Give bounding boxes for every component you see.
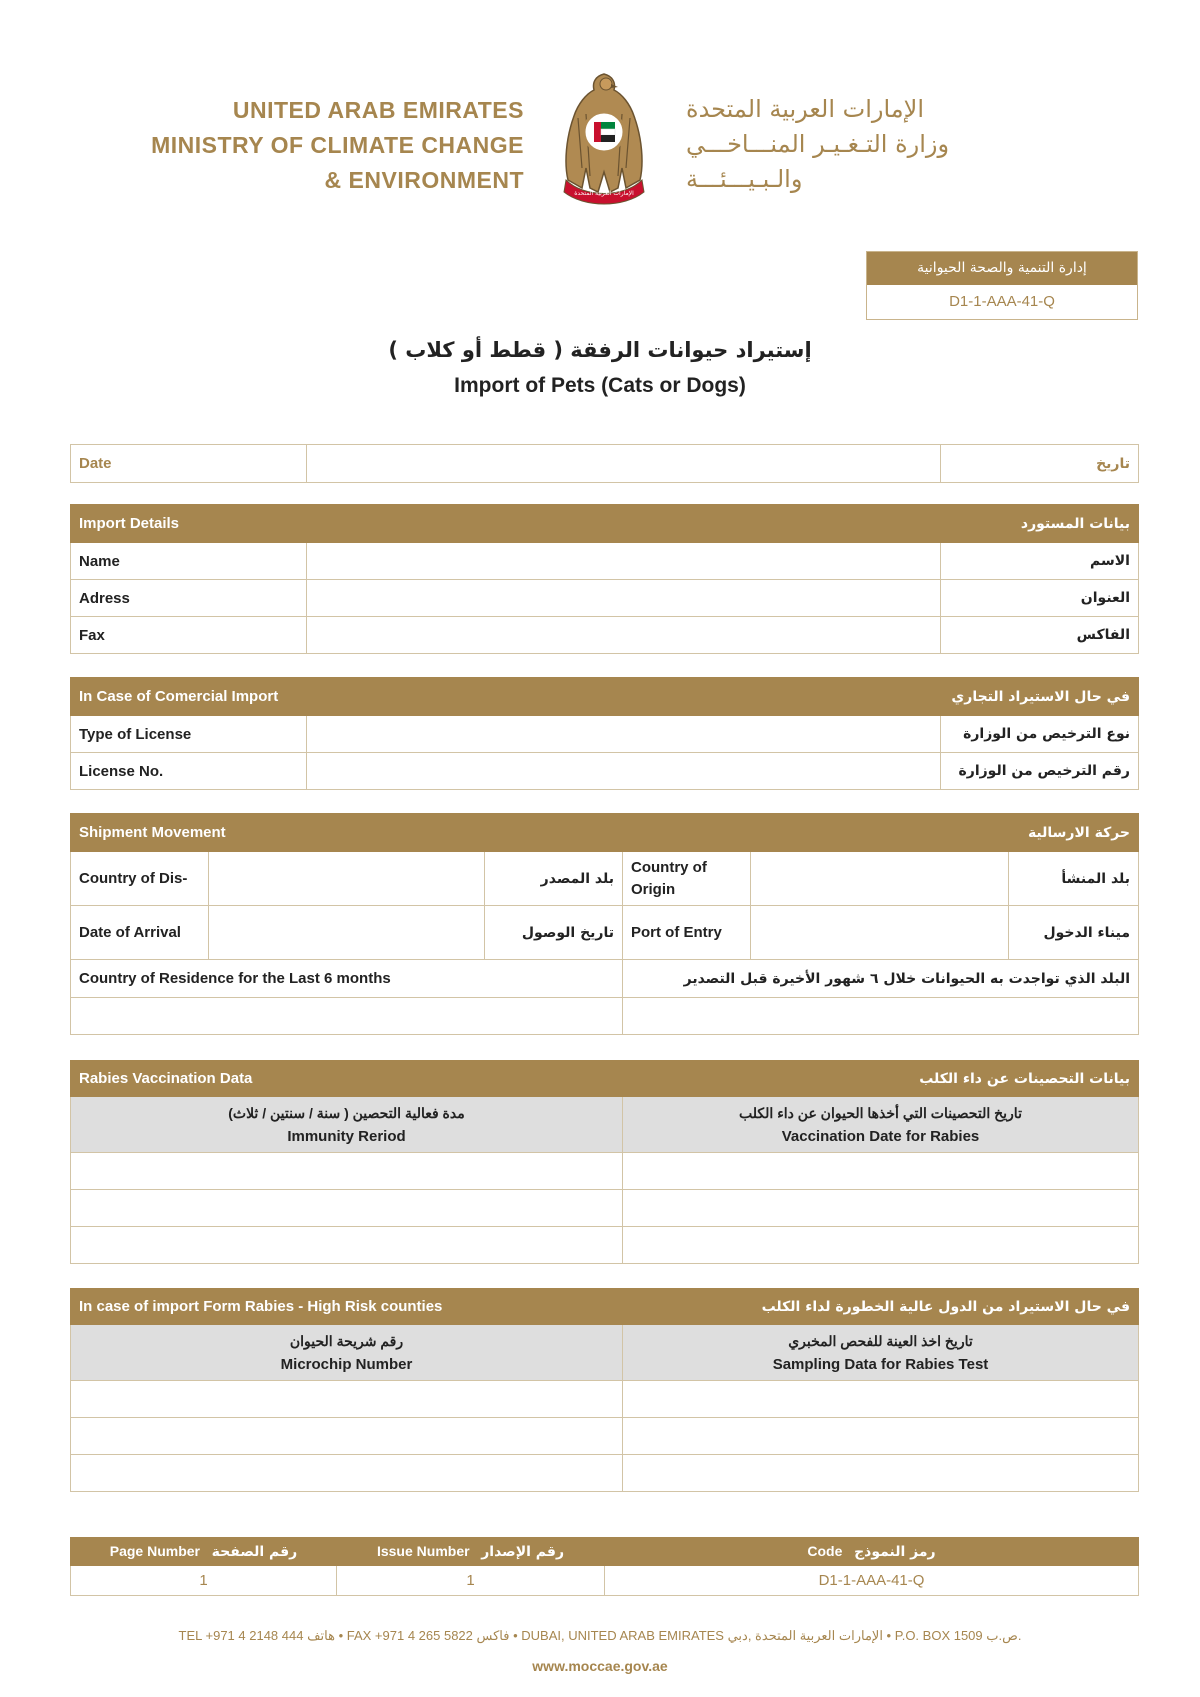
page-number-label-en: Page Number xyxy=(109,1543,200,1559)
ministry-name-en: MINISTRY OF CLIMATE CHANGE xyxy=(151,132,524,158)
date-field[interactable] xyxy=(307,445,941,483)
sampling-date-field[interactable] xyxy=(623,1455,1139,1492)
arrival-label-ar: تاريخ الوصول xyxy=(485,906,623,960)
fax-label-en: Fax xyxy=(71,617,307,654)
residence-label-en: Country of Residence for the Last 6 months xyxy=(71,960,623,998)
code-header xyxy=(605,1538,1139,1566)
origin-label-ar: بلد المنشأ xyxy=(1009,852,1139,906)
form-code: D1-1-AAA-41-Q xyxy=(949,293,1055,310)
arrival-field[interactable] xyxy=(209,906,485,960)
immunity-period-field[interactable] xyxy=(71,1190,623,1227)
issue-number-label-en: Issue Number xyxy=(376,1543,470,1559)
sampling-date-label-en: Sampling Data for Rabies Test xyxy=(772,1355,989,1373)
address-label-en: Adress xyxy=(71,580,307,617)
high-risk-header-en: In case of import Form Rabies - High Risk counties xyxy=(71,1289,623,1325)
date-table xyxy=(70,444,1139,483)
immunity-period-label-ar: مدة فعالية التحصين ( سنة / سنتين / ثلاث) xyxy=(228,1104,465,1121)
department-name: إدارة التنمية والصحة الحيوانية xyxy=(867,252,1137,285)
vaccination-date-column xyxy=(623,1097,1139,1153)
form-info-table xyxy=(70,1537,1139,1596)
dispatch-label-ar: بلد المصدر xyxy=(485,852,623,906)
microchip-field[interactable] xyxy=(71,1418,623,1455)
department-box xyxy=(866,251,1138,320)
rabies-header-en: Rabies Vaccination Data xyxy=(71,1061,623,1097)
license-no-label-ar: رقم الترخيص من الوزارة xyxy=(941,753,1139,790)
entry-field[interactable] xyxy=(751,906,1009,960)
country-name-en: UNITED ARAB EMIRATES xyxy=(232,97,524,123)
microchip-label-en: Microchip Number xyxy=(280,1355,413,1373)
import-details-table xyxy=(70,504,1139,654)
website-link[interactable]: www.moccae.gov.ae xyxy=(532,1658,668,1674)
code-value: D1-1-AAA-41-Q xyxy=(605,1566,1139,1596)
residence-field-2[interactable] xyxy=(623,998,1139,1035)
fax-field[interactable] xyxy=(307,617,941,654)
microchip-label-ar: رقم شريحة الحيوان xyxy=(289,1332,404,1349)
vaccination-date-label-en: Vaccination Date for Rabies xyxy=(781,1127,980,1145)
page-number-value: 1 xyxy=(71,1566,337,1596)
name-label-en: Name xyxy=(71,543,307,580)
header-english xyxy=(151,93,524,198)
sampling-date-field[interactable] xyxy=(623,1418,1139,1455)
sampling-date-field[interactable] xyxy=(623,1381,1139,1418)
address-label-ar: العنوان xyxy=(941,580,1139,617)
immunity-period-column xyxy=(71,1097,623,1153)
ministry-name-en-2: & ENVIRONMENT xyxy=(324,167,524,193)
code-label-ar: رمز النموذج xyxy=(854,1544,936,1560)
microchip-column xyxy=(71,1325,623,1381)
vaccination-date-label-ar: تاريخ التحصينات التي أخذها الحيوان عن داء الكلب xyxy=(739,1104,1022,1121)
vaccination-date-field[interactable] xyxy=(623,1153,1139,1190)
shipment-table xyxy=(70,813,1139,1035)
form-title-en: Import of Pets (Cats or Dogs) xyxy=(454,374,746,397)
name-field[interactable] xyxy=(307,543,941,580)
sampling-date-label-ar: تاريخ اخذ العينة للفحص المخبري xyxy=(788,1332,973,1349)
import-details-header-ar: بيانات المستورد xyxy=(941,505,1139,543)
commercial-header-en: In Case of Comercial Import xyxy=(71,678,941,716)
page-number-label-ar: رقم الصفحة xyxy=(211,1544,298,1560)
issue-number-label-ar: رقم الإصدار xyxy=(481,1544,565,1560)
page-number-header xyxy=(71,1538,337,1566)
issue-number-header xyxy=(337,1538,605,1566)
emblem-ribbon-text: الإمارات العربية المتحدة xyxy=(574,190,634,197)
license-no-field[interactable] xyxy=(307,753,941,790)
immunity-period-label-en: Immunity Reriod xyxy=(287,1127,406,1145)
shipment-header-ar: حركة الارسالية xyxy=(623,814,1139,852)
license-type-label-en: Type of License xyxy=(71,716,307,753)
immunity-period-field[interactable] xyxy=(71,1227,623,1264)
vaccination-date-field[interactable] xyxy=(623,1190,1139,1227)
commercial-import-table xyxy=(70,677,1139,790)
form-title-ar: إستيراد حيوانات الرفقة ( قطط أو كلاب ) xyxy=(388,338,812,362)
license-type-field[interactable] xyxy=(307,716,941,753)
dispatch-field[interactable] xyxy=(209,852,485,906)
uae-emblem-icon xyxy=(548,68,660,208)
dispatch-label-en: Country of Dis- xyxy=(71,852,209,906)
date-label-ar: تاريخ xyxy=(941,445,1139,483)
residence-field-1[interactable] xyxy=(71,998,623,1035)
ministry-name-ar-2: والـبـيـــئـــة xyxy=(686,165,803,193)
high-risk-header-ar: في حال الاستيراد من الدول عالية الخطورة لداء الكلب xyxy=(623,1289,1139,1325)
rabies-table xyxy=(70,1060,1139,1264)
high-risk-table xyxy=(70,1288,1139,1492)
shipment-header-en: Shipment Movement xyxy=(71,814,623,852)
immunity-period-field[interactable] xyxy=(71,1153,623,1190)
origin-label-en: Country of Origin xyxy=(623,852,751,906)
sampling-date-column xyxy=(623,1325,1139,1381)
issue-number-value: 1 xyxy=(337,1566,605,1596)
contact-info: TEL +971 4 2148 444 هاتف • FAX +971 4 265 5822 فاكس • DUBAI, UNITED ARAB EMIRATES الإمارات العربية المتحدة ,دبي • P.O. BOX 1509 ص.ب. xyxy=(178,1628,1022,1643)
microchip-field[interactable] xyxy=(71,1381,623,1418)
name-label-ar: الاسم xyxy=(941,543,1139,580)
address-field[interactable] xyxy=(307,580,941,617)
ministry-name-ar: وزارة التـغـيـر المنـــاخـــي xyxy=(686,130,950,158)
entry-label-en: Port of Entry xyxy=(623,906,751,960)
header-arabic xyxy=(686,92,1056,197)
license-type-label-ar: نوع الترخيص من الوزارة xyxy=(941,716,1139,753)
rabies-header-ar: بيانات التحصينات عن داء الكلب xyxy=(623,1061,1139,1097)
import-details-header-en: Import Details xyxy=(71,505,941,543)
vaccination-date-field[interactable] xyxy=(623,1227,1139,1264)
origin-field[interactable] xyxy=(751,852,1009,906)
date-label-en: Date xyxy=(71,445,307,483)
license-no-label-en: License No. xyxy=(71,753,307,790)
fax-label-ar: الفاكس xyxy=(941,617,1139,654)
microchip-field[interactable] xyxy=(71,1455,623,1492)
entry-label-ar: ميناء الدخول xyxy=(1009,906,1139,960)
residence-label-ar: البلد الذي تواجدت به الحيوانات خلال ٦ شهور الأخيرة قبل التصدير xyxy=(623,960,1139,998)
commercial-header-ar: في حال الاستيراد التجاري xyxy=(941,678,1139,716)
code-label-en: Code xyxy=(807,1543,843,1559)
arrival-label-en: Date of Arrival xyxy=(71,906,209,960)
country-name-ar: الإمارات العربية المتحدة xyxy=(686,95,924,123)
